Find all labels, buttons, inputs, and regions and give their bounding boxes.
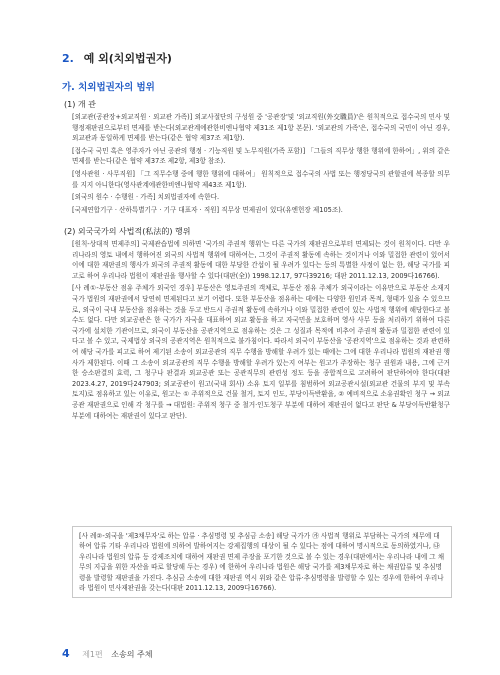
para-case-1: [사 례①-부동산 점유 주체가 외국인 경우] 부동산은 영토주권의 객체로, 부동산 점유 주체가 외국이라는 이유만으로 부동산 소재지 국가 법원의 재판권에서 당연히 면제된다고 보기 어렵다. 또한 부동산을 점유하는 데에는 다양한 원인과 목적, 형태가 있을 수 있으므로, 외국이 국내 부동산을 점유하는 것을 두고 반드시 주권적 활동에 속하거나 이와 밀접한 관련이 있는 사법적 행위에 해당한다고 볼 수도 없다. 다만 외교공관은 한 국가가 자국을 대표하여 외교 활동을 하고 자국민을 보호하며 영사 사무 등을 처리하기 위하여 다른 국가에 설치한 기관이므로, 외국이 부동산을 공관지역으로 점유하는 것은 그 성질과 목적에 비추어 주권적 활동과 밀접한 관련이 있다고 볼 수 있고, 국제법상 외국의 공관지역은 원칙적으로 불가침이다. 따라서 외국이 부동산을 '공관지역'으로 점유하는 것과 관련하여 해당 국가를 피고로 하여 제기된 소송이 외교공관의 직무 수행을 방해할 우려가 있는 때에는 그에 대한 우리나라 법원의 재판권 행사가 제한된다. 이때 그 소송이 외교공관의 직무 수행을 방해할 우려가 있는지 여부는 원고가 주장하는 청구 권원과 내용, 그에 근거한 승소판결의 효력, 그 청구나 판결과 외교공관 또는 공관직무의 관련성 정도 등을 종합적으로 고려하여 판단하여야 한다(대판 2023.4.27, 2019다247903; 외교공관이 원고(국내 회사) 소유 토지 일부를 침범하여 외교공관시설(외교관 건물의 부지 및 부속 토지)로 점유하고 있는 이유로, 원고는 ① 주위적으로 건물 철거, 토지 인도, 부당이득반환을, ② 예비적으로 소유권확인 청구 → 외교공관 재판권으로 인해 각 청구를 → 대법원: 주위적 청구 중 철거·인도청구 부분에 대하여 재판권이 없다고 판단 & 부당이득반환청구 부분에 대하여는 재판권이 있다고 판단). bbox=[72, 284, 450, 420]
para-head-of-state: [외국의 원수 · 수행원 · 가족] 치외법권자에 속한다. bbox=[72, 193, 220, 202]
item-1-heading: (1) 개 관 bbox=[64, 100, 96, 109]
footer-chapter: 제1편 bbox=[82, 650, 103, 659]
subsection-heading: 가. 치외법권자의 범위 bbox=[62, 82, 155, 93]
para-diplomat: [외교관(공관장+외교직원 · 외교관 가족)] 외교사절단의 구성원 중 '공관장'및 '외교직원(外交職員)'은 원칙적으로 접수국의 민사 및 행정재판권으로부터 면제를 받는다(외교관계에관한비엔나협약 제31조 제1항 본문). '외교관의 가족'은, 접수국의 국민이 아닌 경우, 외교관과 동일하게 면제를 받는다(같은 협약 제37조 제1항). bbox=[72, 113, 450, 143]
section-heading bbox=[62, 50, 172, 66]
para-consul: [영사관원 · 사무직원] 「그 직무수행 중에 행한 행위에 대하여」 원칙적으로 접수국의 사법 또는 행정당국의 관할권에 복종할 의무를 지지 아니한다(영사관계에관한비엔나협약 제43조 제1항). bbox=[72, 169, 450, 189]
footer-title: 소송의 주체 bbox=[111, 650, 153, 659]
para-un: [국제연합기구 · 산하특별기구 · 기구 대표자 · 직원] 직무상 면제권이 있다(유엔헌장 제105조). bbox=[72, 205, 343, 214]
para-principle: [원칙-상대적 면제주의] 국제관습법에 의하면 '국가의 주권적 행위'는 다른 국가의 재판권으로부터 면제되는 것이 원칙이다. 다만 우리나라의 영토 내에서 행하여진 외국의 사법적 행위에 대하여는, 그것이 주권적 활동에 속하는 것이거나 이와 밀접한 관련이 있어서 이에 대한 재판권의 행사가 외국의 주권적 활동에 대한 부당한 간섭이 될 우려가 있다는 등의 특별한 사정이 없는 한, 해당 국가를 피고로 하여 우리나라 법원이 재판권을 행사할 수 있다(대판(全)) 1998.12.17, 97다39216; 대판 2011.12.13, 2009다16766). bbox=[72, 240, 450, 280]
item-2-body bbox=[72, 239, 450, 423]
para-admin-staff: [접수국 국민 혹은 영주자가 아닌 공관의 행정 · 기능직원 및 노무직원(가족 포함)] 「그들의 직무상 행한 행위에 한하여」, 위의 같은 면제를 받는다(같은 협약 제37조 제2항, 제3항 참조). bbox=[72, 146, 450, 166]
page-number: 4 bbox=[62, 647, 70, 660]
case-2-box: [사 례②-외국을 '제3채무자'로 하는 압류 · 추심명령 및 추심금 소송] 해당 국가가 ㉮ 사법적 행위로 부담하는 국가의 채무에 대하여 압류 기타 우리나라 법원에 의하여 발하여지는 강제집행의 대상이 될 수 있다는 점에 대하여 명시적으로 동의하였거나, ㉯ 우리나라 법원의 압류 등 강제조치에 대하여 재판권 면제 주장을 포기한 것으로 볼 수 있는 경우(대판에서는 우리나라 내에 그 채무의 지급을 위한 자산을 따로 할당해 두는 경우) 에 한하여 우리나라 법원은 해당 국가를 제3채무자로 하는 채권압류 및 추심명령을 발령할 재판권을 가진다. 추심금 소송에 대한 재판권 역시 위와 같은 압류·추심명령을 발령할 수 있는 경우에 한하여 우리나라 법원이 민사재판권을 갖는다(대판 2011.12.13, 2009다16766). bbox=[72, 526, 452, 598]
section-number: 2. bbox=[62, 52, 74, 65]
section-title: 예 외(치외법권자) bbox=[83, 52, 172, 65]
item-1-body bbox=[72, 112, 450, 217]
page-footer bbox=[62, 647, 152, 660]
item-2-heading: (2) 외국국가의 사법적(私法的) 행위 bbox=[64, 227, 191, 236]
